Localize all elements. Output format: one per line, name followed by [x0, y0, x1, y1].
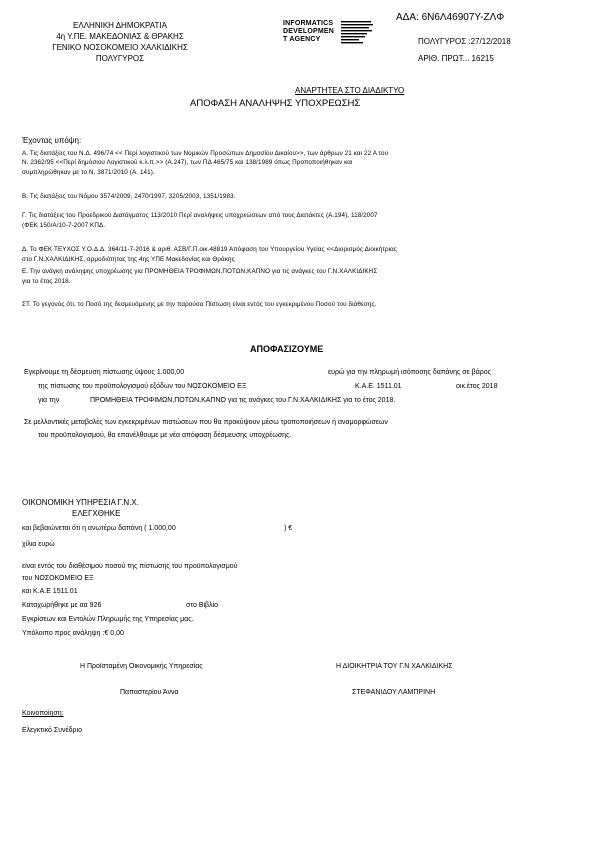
- finance-remaining: Υπόλοιπο προς ανάληψη :€ 0,00: [22, 630, 124, 637]
- decision-line3-start: για την: [38, 397, 60, 404]
- ada-code: ΑΔΑ: 6Ν6Λ46907Υ-ΖΛΦ: [396, 12, 505, 23]
- post-notice: ΑΝΑΡΤΗΤΕΑ ΣΤΟ ΔΙΑΔΙΚΤΥΟ: [295, 86, 405, 95]
- protocol-number: ΑΡΙΘ. ΠΡΩΤ... 16215: [418, 54, 494, 63]
- decision-line2-start: της πίστωσης του προϋπολογισμού εξόδων του ΝΟΣΟΚΟΜΕΙΟ ΕΞ: [38, 383, 247, 390]
- decision-kae: Κ.Α.Ε. 1511.01: [355, 383, 402, 390]
- decision-line1-end: ευρώ για την πληρωμή ισόποσης δαπάνης σε βάρος: [328, 369, 491, 376]
- signature-left-name: Παπαστερίου Άννα: [120, 689, 179, 696]
- consideration-a: Α. Τις διατάξεις του Ν.Δ. 496/74 << Περί λογιστικού των Νομικών Προσώπων Δημοσίου Δικαίου>>, των άρθρων 21 και 22 Α του: [22, 150, 389, 157]
- issuer-line: ΕΛΛΗΝΙΚΗ ΔΗΜΟΚΡΑΤΙΑ: [73, 21, 167, 30]
- future-changes: του προϋπολογισμού, θα επανέλθουμε με νέα απόφαση δέσμευσης υποχρέωσης.: [38, 432, 292, 439]
- finance-registered: Καταχωρήθηκε με αα 926: [22, 602, 102, 609]
- consideration-a: συμπληρώθηκαν με το Ν. 3871/2010 (Α. 141).: [22, 169, 155, 176]
- logo-line: T AGENCY: [283, 36, 321, 43]
- amount-in-words: χίλια ευρώ: [22, 541, 55, 548]
- finance-confirm: και βεβαιώνεται ότι η ανωτέρω δαπάνη ( 1.000,00: [22, 525, 176, 532]
- logo-line: DEVELOPMEN: [283, 28, 335, 35]
- logo-fineprint-graphic: [341, 20, 375, 50]
- future-changes: Σε μελλοντικές μεταβολές των εγκεκριμένων πιστώσεων που θα προκύψουν μέσω τροποποιήσεων ή αναμορφώσεων: [24, 419, 388, 426]
- signature-right-role: Η ΔΙΟΙΚΗΤΡΙΑ ΤΟΥ Γ.Ν ΧΑΛΚΙΔΙΚΗΣ: [336, 663, 453, 670]
- consideration-a: Ν. 2362/95 <<Περί δημόσιου Λογιστικού κ.λ.π.>> (Α.247), των ΠΔ 465/75 και 138/1989 όπως Προποποιήθηκαν και: [22, 159, 353, 166]
- decision-fiscal-year: οικ.έτος 2018: [456, 383, 498, 390]
- signature-right-name: ΣΤΕΦΑΝΙΔΟΥ ΛΑΜΠΡΙΝΗ: [352, 689, 436, 696]
- finance-confirm-end: ) €: [284, 525, 293, 532]
- decision-line3-purpose: ΠΡΟΜΗΘΕΙΑ ΤΡΟΦΙΜΩΝ,ΠΟΤΩΝ,ΚΑΠΝΟ για τις ανάγκες του Γ.Ν.ΧΑΛΚΙΔΙΚΗΣ για το έτος 2018.: [90, 397, 396, 404]
- decision-line1-start: Εγκρίνουμε τη δέσμευση πίστωσης ύψους 1.000,00: [24, 369, 185, 376]
- consideration-c: Γ. Τις διατάξεις του Προεδρικού Διατάγματος 113/2010 Περί αναλήψεις υποχρεώσεων από τους Διατάκτες (Α.194), 118/2007: [22, 212, 378, 219]
- distribution-label: Κοινοποίηση:: [22, 710, 64, 717]
- consideration-c: (ΦΕΚ 150/Α/10-7-2007 ΚΠΔ.: [22, 222, 106, 229]
- informatics-agency-logo: [283, 20, 373, 50]
- finance-hospital: του ΝΟΣΟΚΟΜΕΙΟ ΕΞ: [22, 575, 94, 582]
- distribution-item: Ελεγκτικό Συνέδριο: [22, 727, 82, 734]
- finance-kae: και Κ.Α.Ε 1511.01: [22, 588, 78, 595]
- consideration-d: στο Γ.Ν.ΧΑΛΚΙΔΙΚΗΣ, αρμοδιότητας της 4ης ΥΠΕ Μακεδονίας και Θράκης: [22, 256, 235, 263]
- document-date: ΠΟΛΥΓΥΡΟΣ :27/12/2018: [418, 37, 511, 46]
- decision-heading: ΑΠΟΦΑΣΙΖΟΥΜΕ: [250, 344, 324, 354]
- page-title: ΑΠΟΦΑΣΗ ΑΝΑΛΗΨΗΣ ΥΠΟΧΡΕΩΣΗΣ: [190, 98, 361, 109]
- considerations-intro: Έχοντας υπόψη:: [22, 136, 82, 145]
- consideration-b: Β. Τις διατάξεις του Νόμου 3574/2009, 2470/1997, 3205/2003, 1351/1983.: [22, 193, 236, 200]
- issuer-line: 4η Υ.ΠΕ. ΜΑΚΕΔΟΝΙΑΣ & ΘΡΑΚΗΣ: [56, 32, 184, 41]
- finance-registered-book: στο Βιβλίο: [186, 602, 219, 609]
- logo-line: INFORMATICS: [283, 20, 334, 27]
- consideration-d: Δ. Το ΦΕΚ ΤΕΥΧΟΣ Υ.Ο.Δ.Δ. 364/11-7-2016 & αριθ. ΑΣΒ/Γ.Π.οικ.48819 Απόφαση του Υπουργείου Υγείας <<Διορισμός Διοικήτριας: [22, 246, 398, 253]
- issuer-line: ΓΕΝΙΚΟ ΝΟΣΟΚΟΜΕΙΟ ΧΑΛΚΙΔΙΚΗΣ: [52, 43, 188, 52]
- finance-checked: ΕΛΕΓΧΘΗΚΕ: [72, 509, 121, 518]
- consideration-st: ΣΤ. Το γεγονός ότι, το Ποσό της δεσμευόμενης με την παρούσα Πίστωση είναι εντός του εγκεκριμένου Ποσού του διάθεσης.: [22, 301, 377, 308]
- consideration-e: Ε. Την ανάγκη ανάληψης υποχρέωσης για ΠΡΟΜΗΘΕΙΑ ΤΡΟΦΙΜΩΝ,ΠΟΤΩΝ,ΚΑΠΝΟ για τις ανάγκες του Γ.Ν.ΧΑΛΚΙΔΙΚΗΣ: [22, 268, 378, 275]
- finance-approvals: Εγκρίσεων και Εντολών Πληρωμής της Υπηρεσίας μας.: [22, 616, 194, 623]
- signature-left-role: Η Προϊσταμένη Οικονομικής Υπηρεσίας: [80, 663, 203, 670]
- consideration-e: για το έτος 2018.: [22, 278, 71, 285]
- issuer-line: ΠΟΛΥΓΥΡΟΣ: [95, 54, 145, 63]
- finance-service: ΟΙΚΟΝΟΜΙΚΗ ΥΠΗΡΕΣΙΑ Γ.Ν.Χ.: [22, 498, 139, 507]
- finance-within: είναι εντός του διαθέσιμου ποσού της πίστωσης του προϋπολογισμού: [22, 563, 238, 570]
